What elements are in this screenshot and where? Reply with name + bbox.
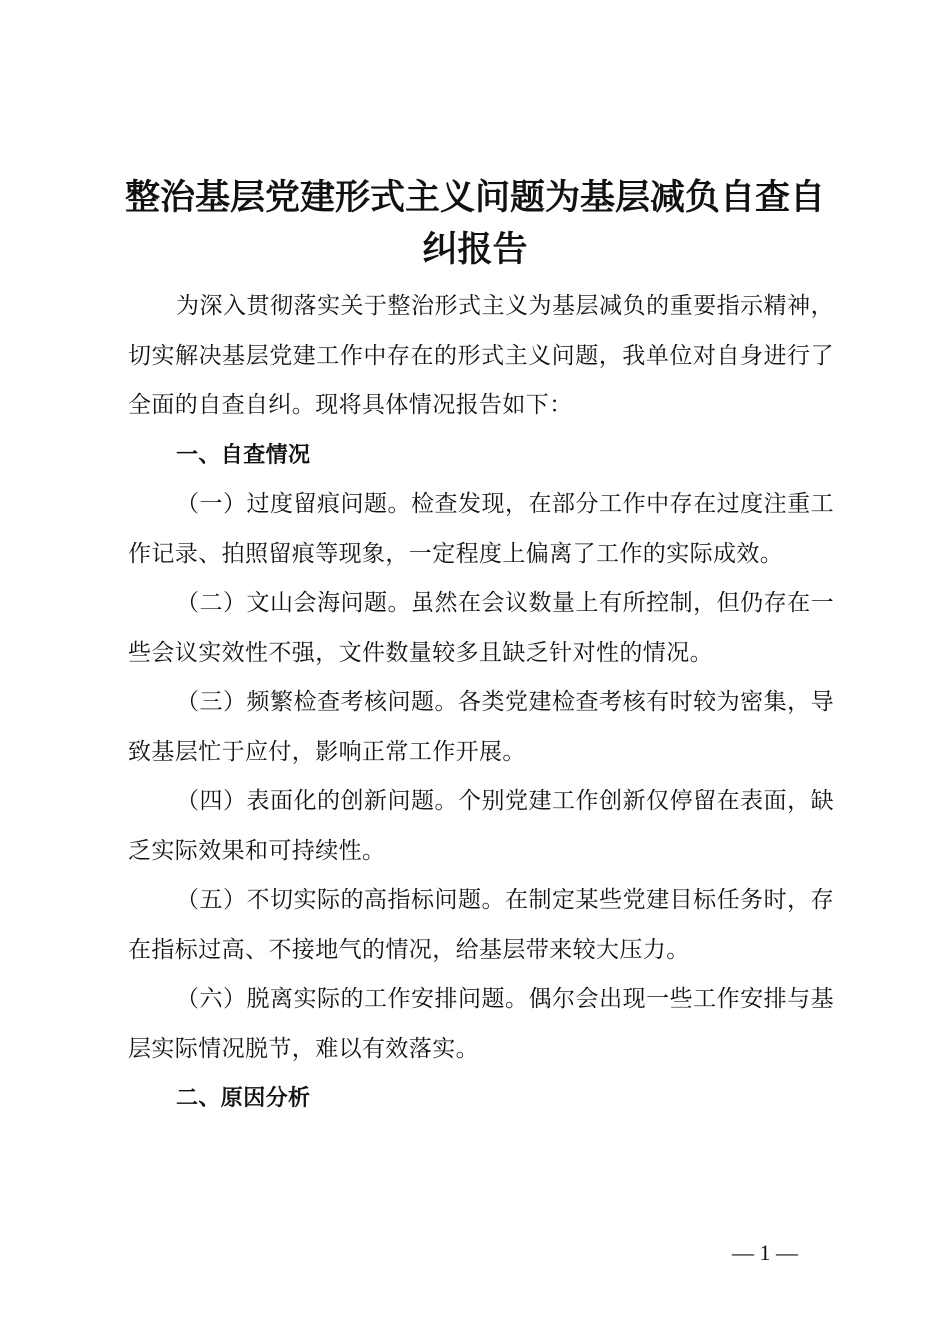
intro-paragraph: 为深入贯彻落实关于整治形式主义为基层减负的重要指示精神，切实解决基层党建工作中存在的形式主义问题，我单位对自身进行了全面的自查自纠。现将具体情况报告如下：: [128, 293, 834, 418]
document-title: 整治基层党建形式主义问题为基层减负自查自纠报告: [124, 178, 825, 270]
item-paragraph: （一）过度留痕问题。检查发现，在部分工作中存在过度注重工作记录、拍照留痕等现象，一定程度上偏离了工作的实际成效。: [128, 491, 834, 567]
document-body: [128, 282, 834, 1124]
item-paragraph: （三）频繁检查考核问题。各类党建检查考核有时较为密集，导致基层忙于应付，影响正常工作开展。: [128, 689, 834, 765]
section-heading-self-inspection: 一、自查情况: [176, 442, 311, 468]
item-paragraph: （二）文山会海问题。虽然在会议数量上有所控制，但仍存在一些会议实效性不强，文件数量较多且缺乏针对性的情况。: [128, 590, 834, 666]
item-paragraph: （四）表面化的创新问题。个别党建工作创新仅停留在表面，缺乏实际效果和可持续性。: [128, 788, 834, 864]
section-heading-cause-analysis: 二、原因分析: [176, 1086, 311, 1111]
item-paragraph: （六）脱离实际的工作安排问题。偶尔会出现一些工作安排与基层实际情况脱节，难以有效落实。: [128, 986, 834, 1062]
item-paragraph: （五）不切实际的高指标问题。在制定某些党建目标任务时，存在指标过高、不接地气的情况，给基层带来较大压力。: [128, 887, 834, 963]
page-number: — 1 —: [732, 1240, 798, 1265]
